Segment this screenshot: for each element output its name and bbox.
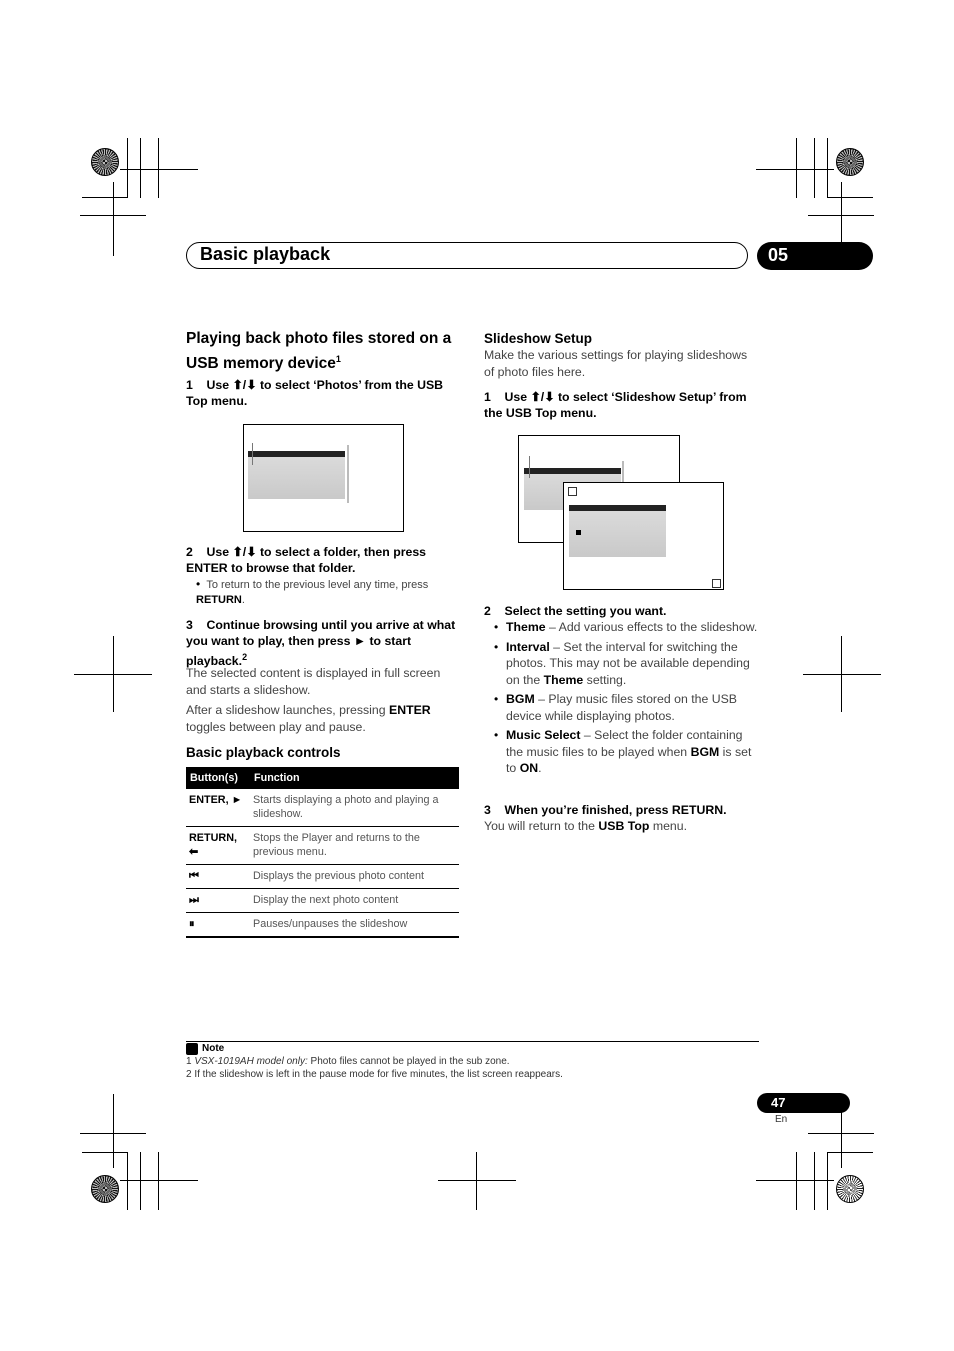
step-3: [484, 802, 754, 818]
list-item: [494, 619, 758, 636]
step-text: to select a folder, then press ENTER to browse that folder.: [186, 545, 427, 575]
registration-dial-icon: [91, 1175, 119, 1203]
list-item: [494, 691, 758, 724]
step-3: [186, 617, 462, 669]
bullet-text: – Add various effects to the slideshow.: [545, 620, 758, 634]
bullet-end: .: [241, 594, 245, 606]
bullet-term: Interval: [506, 639, 550, 654]
setup-icon: [568, 487, 577, 496]
registration-dial-icon: [91, 148, 119, 176]
bullet-text: setting.: [583, 672, 627, 687]
column-header: Function: [250, 767, 459, 789]
list-item: [494, 639, 758, 689]
paragraph: The selected content is displayed in full screen and starts a slideshow.: [186, 666, 441, 697]
bullet-term: Theme: [506, 620, 546, 634]
bullet: •: [196, 577, 201, 591]
language-code: En: [775, 1114, 788, 1125]
up-down-arrow-icon: ⬆/⬇: [232, 378, 257, 392]
previous-icon: ⏮: [186, 865, 250, 889]
section-heading-text: Playing back photo files stored on a USB memory device: [186, 330, 452, 373]
note-label: Note: [202, 1043, 225, 1054]
bullet: •: [494, 639, 499, 654]
step-text: Select the setting you want.: [504, 604, 667, 618]
footnote-text: Photo files cannot be played in the sub zone.: [307, 1056, 510, 1067]
next-icon: ⏭: [186, 889, 250, 913]
step-text: to select ‘Photos’ from the USB Top menu.: [186, 378, 444, 408]
bullet-text: To return to the previous level any time, press: [206, 579, 429, 591]
button-cell: RETURN, ⬅: [186, 827, 250, 865]
bullet-bold: Theme: [543, 672, 584, 687]
menu-list-area: [248, 451, 345, 499]
button-cell: ENTER, ►: [186, 789, 250, 827]
bullet-bold: BGM: [690, 744, 720, 759]
selection-marker-icon: [576, 530, 581, 535]
paragraph-bold: ENTER: [389, 703, 431, 717]
paragraph: Make the various settings for playing slideshows of photo files here.: [484, 348, 748, 379]
bullet-text: – Select the folder containing the music files to be played when: [506, 728, 743, 759]
slideshow-heading: Slideshow Setup: [484, 331, 593, 346]
registration-dial-icon: [836, 148, 864, 176]
step-text: Use: [206, 545, 233, 559]
controls-table: [186, 767, 459, 938]
menu-highlight-bar: [524, 468, 621, 474]
footnote-ref: 1: [335, 354, 341, 364]
paragraph-text: menu.: [649, 819, 687, 833]
bullet: •: [494, 728, 499, 742]
usb-top-menu-screen: [243, 424, 404, 532]
menu-highlight-bar: [248, 451, 345, 457]
bullet-term: Music Select: [506, 728, 581, 742]
paragraph-text: After a slideshow launches, pressing: [186, 703, 390, 717]
bullet-list: [494, 619, 758, 777]
footnote: [186, 1055, 510, 1068]
function-cell: Starts displaying a photo and playing a slideshow.: [250, 789, 459, 827]
step-number: 3: [484, 803, 491, 817]
footnote-ref: 2: [242, 652, 248, 662]
column-header: Button(s): [186, 767, 250, 789]
function-cell: Stops the Player and returns to the previous menu.: [250, 827, 459, 865]
paragraph-bold: USB Top: [598, 819, 650, 833]
table-row: [186, 865, 459, 889]
step-number: 1: [484, 390, 491, 404]
step-number: 3: [186, 618, 193, 632]
bullet: •: [494, 692, 499, 706]
step-2: [186, 544, 462, 576]
step-2-bullet: [196, 577, 462, 608]
settings-list-area: [569, 505, 666, 557]
page-title: Basic playback: [200, 244, 331, 264]
footnote: 2 If the slideshow is left in the pause mode for five minutes, the list screen reappears.: [186, 1069, 563, 1080]
function-cell: Displays the previous photo content: [250, 865, 459, 889]
function-cell: Display the next photo content: [250, 889, 459, 913]
paragraph: [186, 702, 462, 735]
paragraph-text: You will return to the: [484, 819, 599, 833]
footnote-number: 1: [186, 1056, 192, 1067]
section-heading: [186, 329, 466, 374]
bullet-text: – Play music files stored on the USB device while displaying photos.: [506, 692, 738, 723]
step-1: [484, 389, 754, 421]
controls-heading: Basic playback controls: [186, 745, 341, 760]
up-down-arrow-icon: ⬆/⬇: [232, 545, 257, 559]
bullet: •: [494, 620, 499, 634]
usb-icon: [252, 443, 259, 465]
bullet-text: .: [538, 761, 542, 775]
bullet-text: is set to: [506, 744, 752, 775]
paragraph-text: toggles between play and pause.: [186, 719, 366, 734]
function-cell: Pauses/unpauses the slideshow: [250, 913, 459, 938]
table-header-row: [186, 767, 459, 789]
step-number: 2: [484, 604, 491, 618]
step-text: When you’re finished, press RETURN.: [504, 803, 727, 817]
footnote-italic: VSX-1019AH model only:: [194, 1056, 308, 1067]
paragraph: [484, 818, 754, 835]
step-number: 2: [186, 545, 193, 559]
table-row: [186, 827, 459, 865]
return-icon: [712, 579, 721, 588]
step-number: 1: [186, 378, 193, 392]
step-2: [484, 603, 754, 619]
up-down-arrow-icon: ⬆/⬇: [530, 390, 555, 404]
scrollbar: [347, 445, 349, 503]
step-1: [186, 377, 462, 409]
note-divider: [186, 1041, 759, 1042]
bullet-text: – Set the interval for switching the photos. This may not be available depending on the: [506, 639, 750, 687]
page-number: 47: [771, 1095, 786, 1110]
list-item: [494, 727, 758, 777]
table-row: [186, 889, 459, 913]
bullet-bold: ON: [519, 761, 539, 775]
settings-highlight-bar: [569, 505, 666, 511]
pause-icon: ⏸: [186, 913, 250, 938]
table-row: [186, 789, 459, 827]
step-text: Use: [206, 378, 233, 392]
registration-dial-icon: [836, 1175, 864, 1203]
slideshow-setup-screen: [563, 482, 724, 590]
chapter-number: 05: [768, 245, 789, 265]
step-text: to select ‘Slideshow Setup’ from the USB Top menu.: [484, 390, 747, 420]
step-text: Use: [504, 390, 531, 404]
bullet-bold: RETURN: [196, 594, 242, 606]
step-text: Continue browsing until you arrive at what you want to play, then press ► to start playback.: [186, 618, 456, 669]
usb-icon: [529, 456, 536, 478]
bullet-term: BGM: [506, 692, 535, 706]
table-row: [186, 913, 459, 938]
note-icon: [186, 1043, 198, 1055]
